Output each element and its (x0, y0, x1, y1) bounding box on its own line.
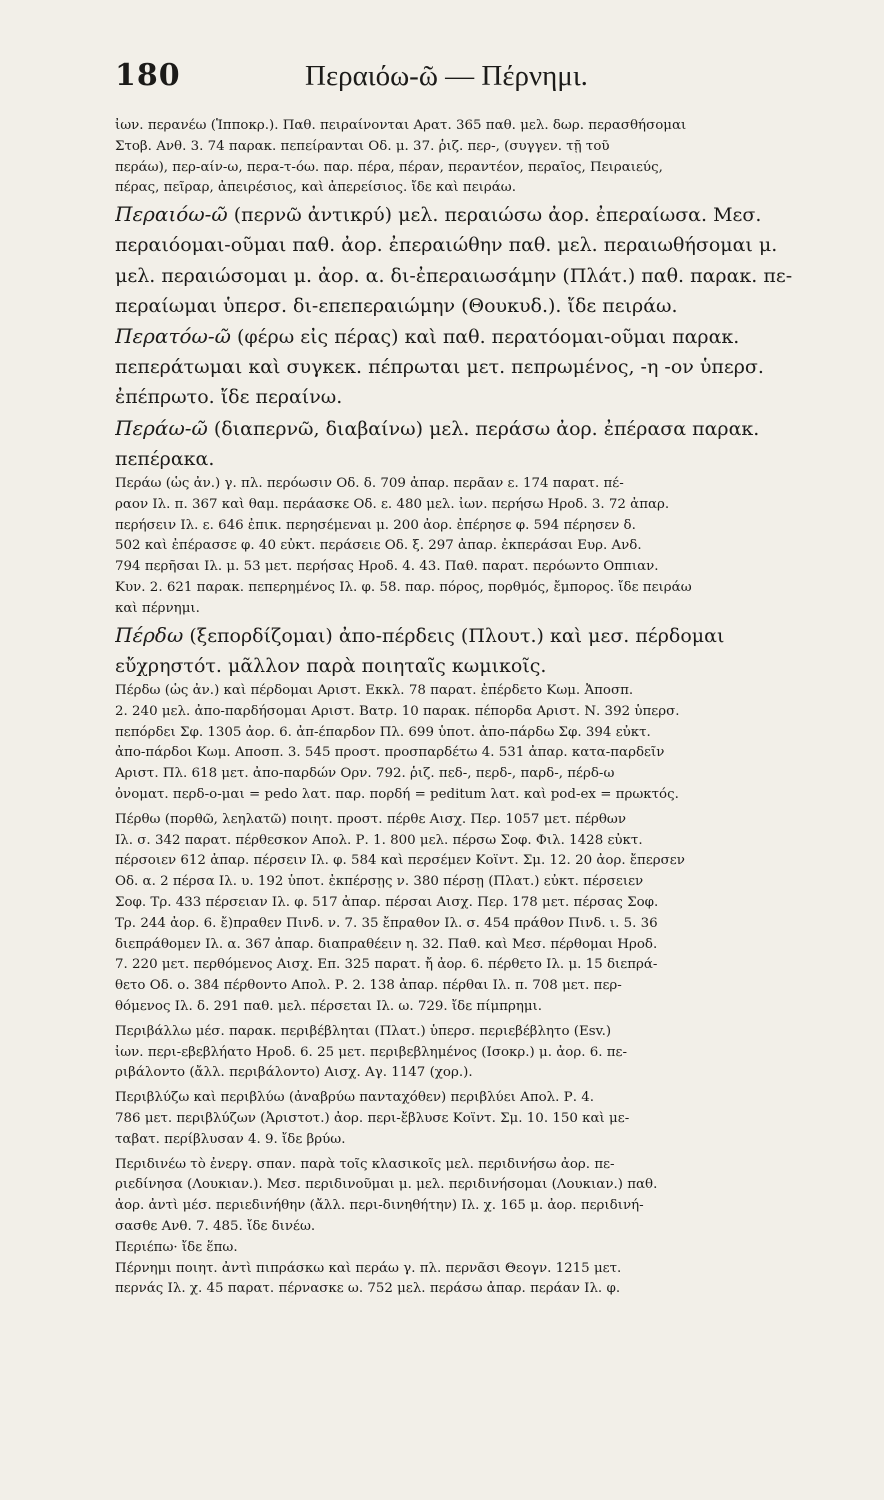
entry-line: ριεδίνησα (Λουκιαν.). Μεσ. περιδινοῦμαι μ. μελ. περιδινήσομαι (Λουκιαν.) παθ. (115, 1177, 658, 1193)
entry-line: ταβατ. περίβλυσαν 4. 9. ἴδε βρύω. (115, 1131, 346, 1147)
entry-line: σασθε Ανθ. 7. 485. ἴδε δινέω. (115, 1218, 316, 1234)
sub-entry (115, 474, 820, 620)
entry-line: εὔχρηστότ. μᾶλλον παρὰ ποιηταῖς κωμικοῖς. (115, 654, 547, 677)
entry-line: ριβάλοντο (ἄλλ. περιβάλοντο) Αισχ. Αγ. 1147 (χορ.). (115, 1065, 473, 1081)
entry-line: μελ. περαιώσομαι μ. ἀορ. α. δι-ἐπεραιωσάμην (Πλάτ.) παθ. παρακ. πε- (115, 264, 793, 287)
entry-line: ραον Ιλ. π. 367 καὶ θαμ. περάασκε Οδ. ε. 480 μελ. ἰων. περήσω Ηροδ. 3. 72 ἀπαρ. (115, 496, 670, 512)
entry-line (115, 413, 820, 444)
headword: Περάω-ῶ (115, 415, 208, 440)
entry-line: Στοβ. Ανθ. 3. 74 παρακ. πεπείρανται Οδ. μ. 37. ῥιζ. περ-, (συγγεν. τῇ τοῦ (115, 138, 610, 154)
entry-line: Περιβάλλω μέσ. παρακ. περιβέβληται (Πλατ.) ὑπερσ. περιεβέβλητο (Esv.) (115, 1023, 612, 1039)
entry-line: Πέρδω (ὡς ἀν.) καὶ πέρδομαι Αριστ. Εκκλ. 78 παρατ. ἐπέρδετο Κωμ. Ἀποσπ. (115, 683, 634, 698)
entry-line: ἀορ. ἀντὶ μέσ. περιεδινήθην (ἄλλ. περι-δινηθήτην) Ιλ. χ. 165 μ. ἀορ. περιδινή- (115, 1198, 644, 1214)
sub-entry (115, 1088, 820, 1150)
sub-entry (115, 681, 820, 806)
headword: Περατόω-ῶ (115, 324, 231, 348)
main-entry (115, 199, 820, 321)
main-entry (115, 413, 820, 474)
entry-line: ἰων. περανέω (Ἱπποκρ.). Παθ. πειραίνονται Αρατ. 365 παθ. μελ. δωρ. περασθήσομαι (115, 118, 687, 133)
entry-line: πέρας, πεῖραρ, ἀπειρέσιος, καὶ ἀπερείσιος. ἴδε καὶ πειράω. (115, 180, 516, 196)
page-body (115, 116, 820, 1300)
entry-text: (διαπερνῶ, διαβαίνω) μελ. περάσω ἀορ. ἐπέρασα παρακ. (207, 417, 760, 440)
sub-entry (115, 1238, 820, 1259)
sub-entry (115, 810, 820, 1018)
entry-text: (ξεπορδίζομαι) ἀπο-πέρδεις (Πλουτ.) καὶ μεσ. πέρδομαι (183, 624, 725, 647)
entry-line (115, 620, 820, 651)
running-title: Περαιόω-ῶ — Πέρνημι. (305, 60, 588, 92)
entry-line: θόμενος Ιλ. δ. 291 παθ. μελ. πέρσεται Ιλ. ω. 729. ἴδε πίμπρημι. (115, 998, 543, 1014)
entry-line: καὶ πέρνημι. (115, 600, 200, 616)
main-entry (115, 620, 820, 681)
entry-line: Περιβλύζω καὶ περιβλύω (ἀναβρύω πανταχόθεν) περιβλύει Απολ. Ρ. 4. (115, 1090, 594, 1106)
entry-text: (περνῶ ἀντικρύ) μελ. περαιώσω ἀορ. ἐπεραίωσα. Μεσ. (227, 204, 762, 227)
entry-line: Τρ. 244 ἀορ. 6. ἔ)πραθεν Πινδ. ν. 7. 35 ἔπραθον Ιλ. σ. 454 πράθον Πινδ. ι. 5. 36 (115, 915, 658, 931)
entry-line: περήσειν Ιλ. ε. 646 ἐπικ. περησέμεναι μ. 200 ἀορ. ἐπέρησε φ. 594 πέρησεν δ. (115, 517, 636, 533)
headword: Περαιόω-ῶ (115, 202, 228, 227)
entry-line: πεπέρακα. (115, 447, 215, 470)
dictionary-page (115, 58, 820, 1300)
entry-line: περνάς Ιλ. χ. 45 παρατ. πέρνασκε ω. 752 μελ. περάσω ἀπαρ. περάαν Ιλ. φ. (115, 1281, 621, 1297)
entry-line: ἰων. περι-εβεβλήατο Ηροδ. 6. 25 μετ. περιβεβλημένος (Ισοκρ.) μ. ἀορ. 6. πε- (115, 1044, 628, 1060)
entry-line: θετο Οδ. ο. 384 πέρθοντο Απολ. Ρ. 2. 138 ἀπαρ. πέρθαι Ιλ. π. 708 μετ. περ- (115, 978, 622, 994)
entry-line (115, 321, 820, 352)
entry-line: Περάω (ὡς ἀν.) γ. πλ. περόωσιν Οδ. δ. 709 ἀπαρ. περᾶαν ε. 174 παρατ. πέ- (115, 476, 624, 492)
sub-entry (115, 1022, 820, 1084)
entry-line: πέρσοιεν 612 ἀπαρ. πέρσειν Ιλ. φ. 584 καὶ περσέμεν Κοϊντ. Σμ. 12. 20 ἀορ. ἔπερσεν (115, 853, 685, 869)
entry-line: ὀνοματ. περδ-ο-μαι = pedo λατ. παρ. πορδή = peditum λατ. καὶ pod-ex = πρωκτός. (115, 786, 679, 802)
sub-entry (115, 116, 820, 199)
entry-line: Περιέπω· ἴδε ἕπω. (115, 1239, 238, 1255)
entry-line: περαίωμαι ὑπερσ. δι-επεπεραιώμην (Θουκυδ.). ἴδε πειράω. (115, 294, 678, 317)
entry-line: 794 περῆσαι Ιλ. μ. 53 μετ. περήσας Ηροδ. 4. 43. Παθ. παρατ. περόωντο Οππιαν. (115, 559, 659, 575)
entry-line: Περιδινέω τὸ ἐνεργ. σπαν. παρὰ τοῖς κλασικοῖς μελ. περιδινήσω ἀορ. πε- (115, 1156, 615, 1172)
entry-line (115, 199, 820, 230)
entry-line: Οδ. α. 2 πέρσα Ιλ. υ. 192 ὑποτ. ἐκπέρσῃς ν. 380 πέρσῃ (Πλατ.) εὐκτ. πέρσειεν (115, 874, 644, 890)
entry-line: 502 καὶ ἐπέρασσε φ. 40 εὐκτ. περάσειε Οδ. ξ. 297 ἀπαρ. ἐκπεράσαι Ευρ. Ανδ. (115, 538, 642, 554)
entry-line: 786 μετ. περιβλύζων (Ἀριστοτ.) ἀορ. περι-ἔβλυσε Κοϊντ. Σμ. 10. 150 καὶ με- (115, 1110, 630, 1126)
entry-line: πεπόρδει Σφ. 1305 ἀορ. 6. ἀπ-έπαρδον Πλ. 699 ὑποτ. ἀπο-πάρδω Σφ. 394 εὐκτ. (115, 724, 651, 740)
entry-line: Πέρνημι ποιητ. ἀντὶ πιπράσκω καὶ περάω γ. πλ. περνᾶσι Θεογν. 1215 μετ. (115, 1260, 622, 1276)
entry-line: περαιόομαι-οῦμαι παθ. ἀορ. ἐπεραιώθην παθ. μελ. περαιωθήσομαι μ. (115, 234, 778, 257)
sub-entry (115, 1155, 820, 1238)
entry-line: ἐπέπρωτο. ἴδε περαίνω. (115, 386, 343, 409)
page-number: 180 (115, 58, 181, 93)
entry-text: (φέρω εἰς πέρας) καὶ παθ. περατόομαι-οῦμαι παρακ. (230, 326, 740, 348)
entry-line: Πέρθω (πορθῶ, λεηλατῶ) ποιητ. προστ. πέρθε Αισχ. Περ. 1057 μετ. πέρθων (115, 811, 626, 827)
headword: Πέρδω (115, 622, 184, 647)
page-header (115, 58, 820, 116)
entry-line: Ιλ. σ. 342 παρατ. πέρθεσκον Απολ. Ρ. 1. 800 μελ. πέρσω Σοφ. Φιλ. 1428 εὐκτ. (115, 832, 643, 848)
entry-line: 7. 220 μετ. περθόμενος Αισχ. Επ. 325 παρατ. ἤ ἀορ. 6. πέρθετο Ιλ. μ. 15 διεπρά- (115, 957, 658, 973)
main-entry (115, 321, 820, 413)
entry-line: Σοφ. Τρ. 433 πέρσειαν Ιλ. φ. 517 ἀπαρ. πέρσαι Αισχ. Περ. 178 μετ. πέρσας Σοφ. (115, 894, 659, 910)
entry-line: Αριστ. Πλ. 618 μετ. ἀπο-παρδών Ορν. 792. ῥιζ. πεδ-, περδ-, παρδ-, πέρδ-ω (115, 766, 615, 782)
entry-line: διεπράθομεν Ιλ. α. 367 ἀπαρ. διαπραθέειν η. 32. Παθ. καὶ Μεσ. πέρθομαι Ηροδ. (115, 936, 658, 952)
entry-line: Κυν. 2. 621 παρακ. πεπερημένος Ιλ. φ. 58. παρ. πόρος, πορθμός, ἔμπορος. ἴδε πειράω (115, 580, 692, 595)
entry-line: περάω), περ-αίν-ω, περα-τ-όω. παρ. πέρα, πέραν, περαντέον, περαῖος, Πειραιεύς, (115, 159, 663, 175)
sub-entry (115, 1259, 820, 1301)
entry-line: ἀπο-πάρδοι Κωμ. Αποσπ. 3. 545 προστ. προσπαρδέτω 4. 531 ἀπαρ. κατα-παρδεῖν (115, 745, 665, 761)
entry-line: πεπεράτωμαι καὶ συγκεκ. πέπρωται μετ. πεπρωμένος, -η -ον ὑπερσ. (115, 356, 764, 379)
entry-line: 2. 240 μελ. ἀπο-παρδήσομαι Αριστ. Βατρ. 10 παρακ. πέπορδα Αριστ. Ν. 392 ὑπερσ. (115, 703, 680, 719)
